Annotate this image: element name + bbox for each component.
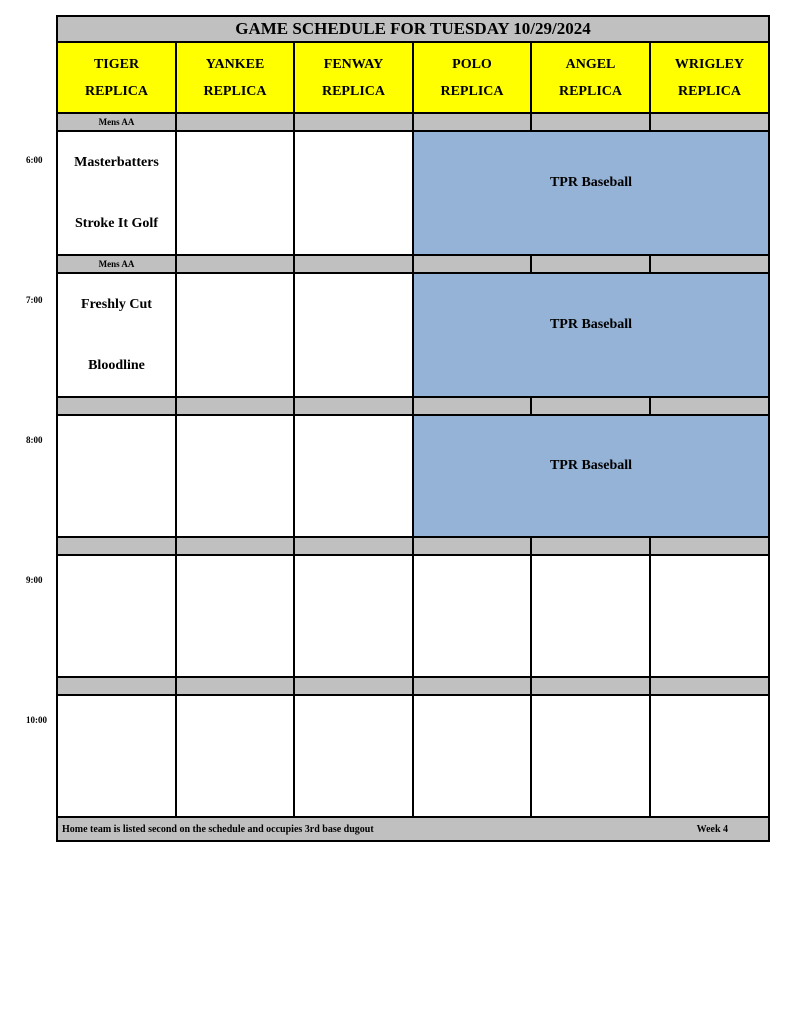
slot-row-10 xyxy=(57,695,769,817)
game-cell-empty xyxy=(176,695,294,817)
away-team: Freshly Cut xyxy=(81,297,152,312)
venue-yankee: YANKEE REPLICA xyxy=(176,42,294,113)
footer-note: Home team is listed second on the schedule and occupies 3rd base dugout xyxy=(62,823,374,835)
away-team: Masterbatters xyxy=(74,155,159,170)
game-cell-empty xyxy=(57,415,176,537)
division-row xyxy=(57,255,769,273)
game-cell-empty xyxy=(413,695,531,817)
week-label: Week 4 xyxy=(696,824,729,835)
game-cell-empty xyxy=(413,555,531,677)
game-cell-empty xyxy=(57,695,176,817)
slot-row-7 xyxy=(57,273,769,397)
division-label xyxy=(57,397,176,415)
reserved-block: TPR Baseball xyxy=(413,415,769,537)
slot-row-9 xyxy=(57,555,769,677)
time-label-8: 8:00 xyxy=(26,435,43,445)
division-label xyxy=(57,537,176,555)
game-cell-empty xyxy=(294,131,413,255)
home-team: Bloodline xyxy=(88,358,145,373)
division-label: Mens AA xyxy=(57,255,176,273)
game-cell-empty xyxy=(294,273,413,397)
schedule-title: GAME SCHEDULE FOR TUESDAY 10/29/2024 xyxy=(57,16,769,42)
game-cell-empty xyxy=(650,555,769,677)
game-cell-empty xyxy=(294,695,413,817)
division-row xyxy=(57,113,769,131)
slot-row-8 xyxy=(57,415,769,537)
game-cell-empty xyxy=(531,695,650,817)
division-label xyxy=(57,677,176,695)
venue-header-row xyxy=(57,42,769,113)
game-cell-empty xyxy=(57,555,176,677)
division-row xyxy=(57,397,769,415)
reserved-block: TPR Baseball xyxy=(413,131,769,255)
game-cell-empty xyxy=(176,555,294,677)
division-row xyxy=(57,677,769,695)
venue-fenway: FENWAY REPLICA xyxy=(294,42,413,113)
game-cell-empty xyxy=(531,555,650,677)
venue-wrigley: WRIGLEY REPLICA xyxy=(650,42,769,113)
game-cell-empty xyxy=(176,131,294,255)
time-label-6: 6:00 xyxy=(26,155,43,165)
game-cell-empty xyxy=(294,415,413,537)
game-cell-empty xyxy=(176,415,294,537)
game-cell-tiger xyxy=(57,131,176,255)
time-label-9: 9:00 xyxy=(26,575,43,585)
venue-polo: POLO REPLICA xyxy=(413,42,531,113)
reserved-block: TPR Baseball xyxy=(413,273,769,397)
division-row xyxy=(57,537,769,555)
game-cell-empty xyxy=(176,273,294,397)
home-team: Stroke It Golf xyxy=(75,216,158,231)
game-cell-tiger xyxy=(57,273,176,397)
time-label-7: 7:00 xyxy=(26,295,43,305)
venue-angel: ANGEL REPLICA xyxy=(531,42,650,113)
schedule-grid xyxy=(56,15,770,842)
game-cell-empty xyxy=(650,695,769,817)
footer-bar xyxy=(57,817,769,841)
division-label: Mens AA xyxy=(57,113,176,131)
venue-tiger: TIGER REPLICA xyxy=(57,42,176,113)
game-cell-empty xyxy=(294,555,413,677)
slot-row-6 xyxy=(57,131,769,255)
time-label-10: 10:00 xyxy=(26,715,47,725)
